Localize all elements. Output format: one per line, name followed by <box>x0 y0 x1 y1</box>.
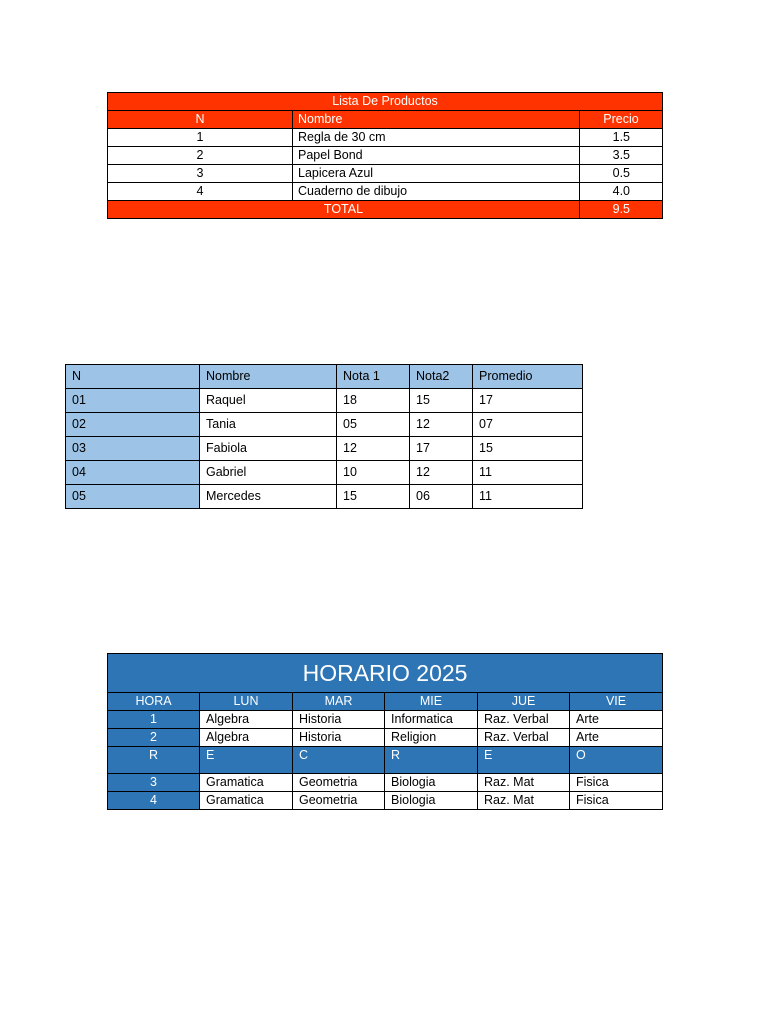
cell-hora: R <box>108 747 200 774</box>
cell-vie: Arte <box>570 729 663 747</box>
header-jue: JUE <box>478 693 570 711</box>
productos-title: Lista De Productos <box>108 93 663 111</box>
cell-jue: Raz. Verbal <box>478 711 570 729</box>
table-row <box>108 165 663 183</box>
cell-jue: Raz. Mat <box>478 774 570 792</box>
cell-promedio: 15 <box>473 437 583 461</box>
cell-precio: 3.5 <box>580 147 663 165</box>
header-precio: Precio <box>580 111 663 129</box>
cell-hora: 4 <box>108 792 200 810</box>
cell-nota1: 05 <box>337 413 410 437</box>
cell-n: 01 <box>66 389 200 413</box>
header-hora: HORA <box>108 693 200 711</box>
cell-nota1: 18 <box>337 389 410 413</box>
cell-nombre: Tania <box>200 413 337 437</box>
cell-mie: Biologia <box>385 774 478 792</box>
cell-lun: Gramatica <box>200 792 293 810</box>
cell-n: 1 <box>108 129 293 147</box>
cell-precio: 0.5 <box>580 165 663 183</box>
total-value: 9.5 <box>580 201 663 219</box>
table-row <box>66 437 583 461</box>
table-row <box>66 413 583 437</box>
cell-mar: Geometria <box>293 774 385 792</box>
notas-table <box>65 364 583 509</box>
cell-hora: 2 <box>108 729 200 747</box>
cell-precio: 4.0 <box>580 183 663 201</box>
cell-nota2: 17 <box>410 437 473 461</box>
header-vie: VIE <box>570 693 663 711</box>
cell-n: 2 <box>108 147 293 165</box>
cell-vie: O <box>570 747 663 774</box>
header-nota2: Nota2 <box>410 365 473 389</box>
cell-promedio: 17 <box>473 389 583 413</box>
cell-lun: Algebra <box>200 729 293 747</box>
cell-lun: Algebra <box>200 711 293 729</box>
cell-nombre: Fabiola <box>200 437 337 461</box>
cell-nombre: Lapicera Azul <box>293 165 580 183</box>
horario-title-row <box>108 654 663 693</box>
cell-jue: Raz. Mat <box>478 792 570 810</box>
cell-mie: R <box>385 747 478 774</box>
cell-hora: 3 <box>108 774 200 792</box>
cell-nota1: 12 <box>337 437 410 461</box>
cell-n: 3 <box>108 165 293 183</box>
table-row <box>66 389 583 413</box>
cell-vie: Arte <box>570 711 663 729</box>
header-n: N <box>108 111 293 129</box>
cell-nota1: 15 <box>337 485 410 509</box>
cell-mie: Religion <box>385 729 478 747</box>
cell-n: 05 <box>66 485 200 509</box>
cell-n: 03 <box>66 437 200 461</box>
cell-mie: Informatica <box>385 711 478 729</box>
cell-n: 02 <box>66 413 200 437</box>
cell-lun: Gramatica <box>200 774 293 792</box>
cell-nombre: Mercedes <box>200 485 337 509</box>
table-row <box>108 183 663 201</box>
cell-mie: Biologia <box>385 792 478 810</box>
table-row <box>108 774 663 792</box>
cell-lun: E <box>200 747 293 774</box>
cell-nombre: Gabriel <box>200 461 337 485</box>
productos-title-row <box>108 93 663 111</box>
header-nombre: Nombre <box>200 365 337 389</box>
cell-nombre: Papel Bond <box>293 147 580 165</box>
cell-n: 4 <box>108 183 293 201</box>
cell-hora: 1 <box>108 711 200 729</box>
cell-nota2: 15 <box>410 389 473 413</box>
productos-table <box>107 92 663 219</box>
header-nota1: Nota 1 <box>337 365 410 389</box>
cell-nombre: Cuaderno de dibujo <box>293 183 580 201</box>
table-row <box>66 485 583 509</box>
cell-nota2: 06 <box>410 485 473 509</box>
header-n: N <box>66 365 200 389</box>
recreo-row <box>108 747 663 774</box>
cell-nota2: 12 <box>410 413 473 437</box>
horario-table <box>107 653 663 810</box>
cell-nota1: 10 <box>337 461 410 485</box>
cell-nombre: Regla de 30 cm <box>293 129 580 147</box>
cell-precio: 1.5 <box>580 129 663 147</box>
cell-promedio: 11 <box>473 485 583 509</box>
header-lun: LUN <box>200 693 293 711</box>
table-row <box>66 461 583 485</box>
cell-mar: C <box>293 747 385 774</box>
cell-vie: Fisica <box>570 774 663 792</box>
cell-mar: Historia <box>293 729 385 747</box>
notas-header-row <box>66 365 583 389</box>
cell-nota2: 12 <box>410 461 473 485</box>
cell-promedio: 11 <box>473 461 583 485</box>
cell-mar: Historia <box>293 711 385 729</box>
cell-n: 04 <box>66 461 200 485</box>
header-nombre: Nombre <box>293 111 580 129</box>
total-label: TOTAL <box>108 201 580 219</box>
cell-jue: E <box>478 747 570 774</box>
cell-promedio: 07 <box>473 413 583 437</box>
header-mar: MAR <box>293 693 385 711</box>
table-row <box>108 711 663 729</box>
table-row <box>108 792 663 810</box>
cell-jue: Raz. Verbal <box>478 729 570 747</box>
productos-header-row <box>108 111 663 129</box>
header-mie: MIE <box>385 693 478 711</box>
horario-header-row <box>108 693 663 711</box>
horario-title: HORARIO 2025 <box>108 654 663 693</box>
cell-vie: Fisica <box>570 792 663 810</box>
table-row <box>108 729 663 747</box>
cell-nombre: Raquel <box>200 389 337 413</box>
cell-mar: Geometria <box>293 792 385 810</box>
table-row <box>108 129 663 147</box>
header-promedio: Promedio <box>473 365 583 389</box>
productos-total-row <box>108 201 663 219</box>
table-row <box>108 147 663 165</box>
